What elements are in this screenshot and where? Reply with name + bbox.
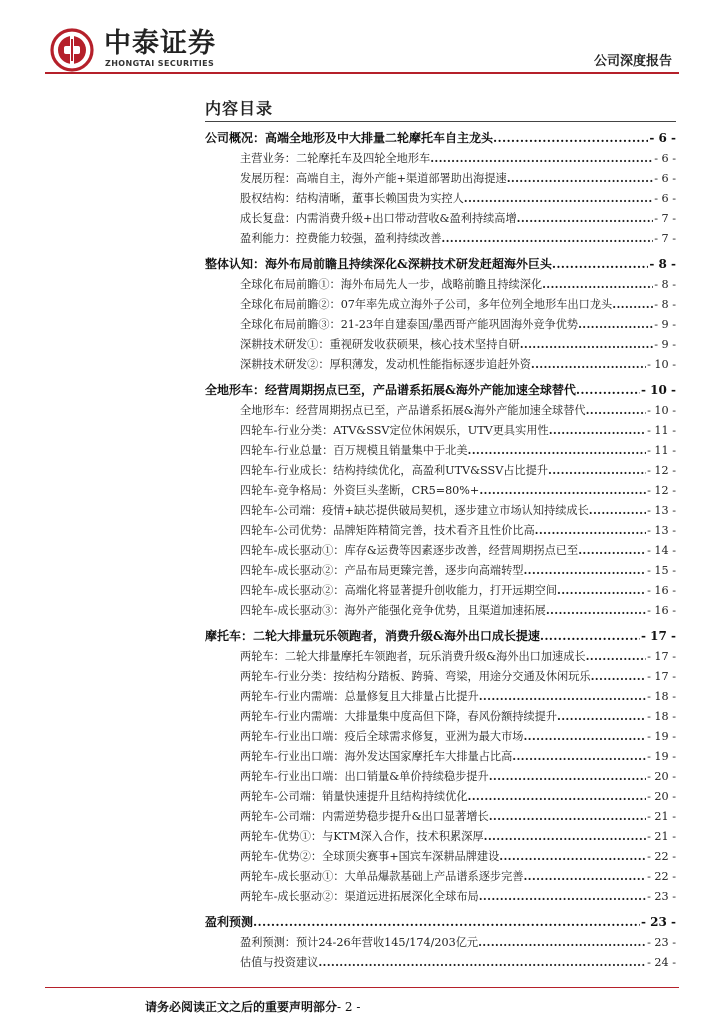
toc-dot-leader (523, 866, 646, 886)
toc-entry-title: 四轮车-行业成长：结构持续优化，高盈利UTV&SSV占比提升 (240, 464, 549, 477)
toc-entry-page: - 14 - (647, 544, 676, 557)
toc-dot-leader (612, 294, 653, 314)
toc-entry-page: - 6 - (654, 192, 676, 205)
toc-entry-page: - 16 - (647, 604, 676, 617)
toc-entry-page: - 8 - (654, 278, 676, 291)
toc-subsection-link[interactable] (240, 706, 676, 726)
toc-section-link[interactable] (205, 912, 676, 932)
zhongtai-logo-icon (50, 28, 94, 72)
toc-title: 内容目录 (205, 99, 274, 118)
toc-entry-title: 全球化布局前瞻③：21-23年自建泰国/墨西哥产能巩固海外竞争优势 (240, 318, 579, 331)
toc-dot-leader (253, 912, 640, 932)
toc-dot-leader (512, 746, 646, 766)
toc-entry-page: - 22 - (647, 850, 676, 863)
toc-subsection-link[interactable] (240, 866, 676, 886)
toc-entry-page: - 19 - (647, 750, 676, 763)
toc-entry-title: 四轮车-成长驱动②：产品布局更臻完善，逐步向高端转型 (240, 564, 524, 577)
toc-entry-title: 两轮车-行业出口端：出口销量&单价持续稳步提升 (240, 770, 489, 783)
toc-entry-title: 发展历程：高端自主，海外产能+渠道部署助出海提速 (240, 172, 507, 185)
toc-subsection-link[interactable] (240, 846, 676, 866)
toc-entry-page: - 10 - (647, 358, 676, 371)
toc-entry-page: - 24 - (647, 956, 676, 969)
toc-subsection-link[interactable] (240, 580, 676, 600)
brand-name-cn: 中泰证券 (104, 28, 216, 59)
toc-subsection-link[interactable] (240, 540, 676, 560)
toc-subsection-link[interactable] (240, 500, 676, 520)
toc-entry-page: - 12 - (647, 464, 676, 477)
toc-entry-page: - 18 - (647, 710, 676, 723)
toc-subsection-link[interactable] (240, 294, 676, 314)
toc-entry-title: 成长复盘：内需消费升级+出口带动营收&盈利持续高增 (240, 212, 517, 225)
toc-dot-leader (531, 354, 646, 374)
toc-entry-page: - 11 - (647, 444, 676, 457)
toc-entry-page: - 8 - (649, 257, 676, 271)
toc-entry-title: 四轮车-公司端：疫情+缺芯提供破局契机，逐步建立市场认知持续成长 (240, 504, 589, 517)
toc-entry-page: - 17 - (647, 650, 676, 663)
brand-logo (50, 28, 300, 72)
toc-entry-title: 摩托车：二轮大排量玩乐领跑者，消费升级&海外出口成长提速 (205, 629, 540, 643)
toc-subsection-link[interactable] (240, 726, 676, 746)
toc-entry-title: 四轮车-公司优势：品牌矩阵精简完善，技术看齐且性价比高 (240, 524, 535, 537)
toc-dot-leader (489, 806, 646, 826)
toc-subsection-link[interactable] (240, 746, 676, 766)
toc-entry-title: 两轮车-行业内需端：总量修复且大排量占比提升 (240, 690, 479, 703)
toc-dot-leader (552, 254, 648, 274)
toc-section-link[interactable] (205, 128, 676, 148)
toc-dot-leader (576, 380, 640, 400)
toc-entry-page: - 7 - (654, 212, 676, 225)
toc-dot-leader (523, 726, 646, 746)
toc-subsection-link[interactable] (240, 148, 676, 168)
toc-subsection-link[interactable] (240, 314, 676, 334)
toc-entry-title: 两轮车-公司端：销量快速提升且结构持续优化 (240, 790, 468, 803)
toc-entry-title: 盈利预测 (205, 915, 254, 929)
toc-subsection-link[interactable] (240, 480, 676, 500)
toc-subsection-link[interactable] (240, 400, 676, 420)
toc-entry-title: 全球化布局前瞻②：07年率先成立海外子公司，多年位列全地形车出口龙头 (240, 298, 613, 311)
toc-entry-title: 盈利能力：控费能力较强，盈利持续改善 (240, 232, 442, 245)
toc-subsection-link[interactable] (240, 520, 676, 540)
toc-entry-title: 两轮车-成长驱动②：渠道远进拓展深化全球布局 (240, 890, 479, 903)
toc-entry-title: 全地形车：经营周期拐点已至，产品谱系拓展&海外产能加速全球替代 (240, 404, 586, 417)
toc-entry-page: - 10 - (647, 404, 676, 417)
footer-divider (45, 987, 679, 988)
toc-title-divider (205, 121, 676, 122)
toc-entry-title: 两轮车-行业分类：按结构分踏板、跨骑、弯梁，用途分交通及休闲玩乐 (240, 670, 591, 683)
toc-subsection-link[interactable] (240, 932, 676, 952)
toc-entry-page: - 19 - (647, 730, 676, 743)
toc-subsection-link[interactable] (240, 168, 676, 188)
toc-subsection-link[interactable] (240, 274, 676, 294)
toc-entry-title: 四轮车-行业总量：百万规模且销量集中于北美 (240, 444, 468, 457)
toc-entry-page: - 12 - (647, 484, 676, 497)
toc-entry-title: 主营业务：二轮摩托车及四轮全地形车 (240, 152, 431, 165)
toc-entry-page: - 20 - (647, 770, 676, 783)
toc-entry-title: 整体认知：海外布局前瞻且持续深化&深耕技术研发赶超海外巨头 (205, 257, 552, 271)
toc-dot-leader (586, 400, 646, 420)
toc-entry-page: - 23 - (647, 890, 676, 903)
page-header (0, 0, 724, 78)
toc-entry-title: 两轮车-优势②：全球顶尖赛事+国宾车深耕品牌建设 (240, 850, 500, 863)
toc-dot-leader (464, 188, 653, 208)
toc-entry-title: 四轮车-竞争格局：外资巨头垄断，CR5=80%+ (240, 484, 480, 497)
toc-subsection-link[interactable] (240, 952, 676, 972)
toc-subsection-link[interactable] (240, 766, 676, 786)
brand-name-en: ZHONGTAI SECURITIES (105, 59, 215, 68)
toc-entry-page: - 11 - (647, 424, 676, 437)
toc-entry-page: - 10 - (640, 383, 676, 397)
toc-subsection-link[interactable] (240, 646, 676, 666)
toc-dot-leader (441, 228, 653, 248)
toc-entry-title: 两轮车-行业内需端：大排量集中度高但下降，春风份额持续提升 (240, 710, 558, 723)
toc-dot-leader (589, 500, 646, 520)
toc-subsection-link[interactable] (240, 334, 676, 354)
toc-entry-page: - 6 - (654, 152, 676, 165)
toc-dot-leader (548, 460, 646, 480)
toc-subsection-link[interactable] (240, 354, 676, 374)
toc-dot-leader (517, 208, 654, 228)
toc-dot-leader (535, 520, 646, 540)
toc-entry-title: 两轮车-行业出口端：海外发达国家摩托车大排量占比高 (240, 750, 513, 763)
toc-subsection-link[interactable] (240, 208, 676, 228)
toc-entry-page: - 8 - (654, 298, 676, 311)
toc-entry-page: - 20 - (647, 790, 676, 803)
toc-entry-title: 四轮车-行业分类：ATV&SSV定位休闲娱乐，UTV更具实用性 (240, 424, 549, 437)
toc-dot-leader (520, 334, 654, 354)
toc-entry-page: - 17 - (640, 629, 676, 643)
toc-entry-page: - 15 - (647, 564, 676, 577)
toc-subsection-link[interactable] (240, 228, 676, 248)
header-divider (45, 72, 679, 74)
toc-dot-leader (479, 886, 646, 906)
toc-entry-title: 两轮车-成长驱动①：大单品爆款基础上产品谱系逐步完善 (240, 870, 524, 883)
toc-dot-leader (499, 846, 646, 866)
toc-dot-leader (318, 952, 646, 972)
footer-notice: 请务必阅读正文之后的重要声明部分 (145, 1000, 338, 1014)
toc-section-link[interactable] (205, 254, 676, 274)
toc-dot-leader (542, 274, 653, 294)
toc-entry-title: 两轮车-优势①：与KTM深入合作，技术积累深厚 (240, 830, 484, 843)
toc-entry-title: 全地形车：经营周期拐点已至，产品谱系拓展&海外产能加速全球替代 (205, 383, 576, 397)
toc-subsection-link[interactable] (240, 460, 676, 480)
toc-dot-leader (546, 600, 646, 620)
toc-subsection-link[interactable] (240, 786, 676, 806)
toc-subsection-link[interactable] (240, 666, 676, 686)
toc-dot-leader (489, 766, 646, 786)
toc-section-link[interactable] (205, 380, 676, 400)
toc-dot-leader (540, 626, 640, 646)
toc-entry-page: - 22 - (647, 870, 676, 883)
toc-dot-leader (479, 686, 646, 706)
footer-page-number: - 2 - (337, 1000, 361, 1014)
report-type-label: 公司深度报告 (593, 54, 672, 69)
toc-dot-leader (591, 666, 646, 686)
toc-entry-title: 公司概况：高端全地形及中大排量二轮摩托车自主龙头 (205, 131, 494, 145)
toc-dot-leader (468, 786, 647, 806)
toc-dot-leader (468, 440, 647, 460)
toc-entry-page: - 16 - (647, 584, 676, 597)
toc-entry-title: 两轮车-行业出口端：疫后全球需求修复，亚洲为最大市场 (240, 730, 524, 743)
toc-dot-leader (523, 560, 646, 580)
toc-entry-title: 四轮车-成长驱动③：海外产能强化竞争优势，且渠道加速拓展 (240, 604, 546, 617)
toc-entry-title: 盈利预测：预计24-26年营收145/174/203亿元 (240, 936, 479, 949)
toc-entry-page: - 9 - (654, 318, 676, 331)
toc-entry-title: 深耕技术研发①：重视研发收获硕果，核心技术坚持自研 (240, 338, 520, 351)
toc-entry-page: - 23 - (647, 936, 676, 949)
toc-entry-title: 估值与投资建议 (240, 956, 319, 969)
toc-entry-title: 两轮车：二轮大排量摩托车领跑者，玩乐消费升级&海外出口加速成长 (240, 650, 586, 663)
toc-entry-page: - 9 - (654, 338, 676, 351)
toc-dot-leader (557, 706, 646, 726)
toc-subsection-link[interactable] (240, 560, 676, 580)
toc-subsection-link[interactable] (240, 440, 676, 460)
toc-dot-leader (484, 826, 646, 846)
toc-entry-page: - 18 - (647, 690, 676, 703)
toc-subsection-link[interactable] (240, 188, 676, 208)
toc-entry-page: - 23 - (640, 915, 676, 929)
toc-dot-leader (578, 540, 646, 560)
toc-dot-leader (479, 480, 646, 500)
toc-subsection-link[interactable] (240, 600, 676, 620)
toc-entry-page: - 6 - (654, 172, 676, 185)
toc-entry-page: - 21 - (647, 830, 676, 843)
toc-entry-page: - 6 - (649, 131, 676, 145)
toc-subsection-link[interactable] (240, 420, 676, 440)
toc-entry-title: 深耕技术研发②：厚积薄发，发动机性能指标逐步追赶外资 (240, 358, 531, 371)
toc-subsection-link[interactable] (240, 826, 676, 846)
toc-dot-leader (557, 580, 646, 600)
toc-entry-page: - 13 - (647, 504, 676, 517)
toc-dot-leader (578, 314, 653, 334)
toc-dot-leader (586, 646, 646, 666)
toc-entry-page: - 13 - (647, 524, 676, 537)
toc-dot-leader (549, 420, 646, 440)
toc-entry-title: 两轮车-公司端：内需逆势稳步提升&出口显著增长 (240, 810, 489, 823)
toc-entry-page: - 17 - (647, 670, 676, 683)
toc-subsection-link[interactable] (240, 686, 676, 706)
toc-dot-leader (478, 932, 646, 952)
toc-entry-title: 全球化布局前瞻①：海外布局先人一步，战略前瞻且持续深化 (240, 278, 543, 291)
toc-entry-title: 四轮车-成长驱动①：库存&运费等因素逐步改善，经营周期拐点已至 (240, 544, 579, 557)
toc-dot-leader (430, 148, 653, 168)
toc-dot-leader (493, 128, 648, 148)
toc-dot-leader (507, 168, 654, 188)
page-footer (145, 998, 360, 1015)
toc-subsection-link[interactable] (240, 886, 676, 906)
toc-entry-title: 股权结构：结构清晰，董事长赖国贵为实控人 (240, 192, 464, 205)
toc-entry-page: - 7 - (654, 232, 676, 245)
toc-subsection-link[interactable] (240, 806, 676, 826)
toc-entry-title: 四轮车-成长驱动②：高端化将显著提升创收能力，打开远期空间 (240, 584, 558, 597)
toc-section-link[interactable] (205, 626, 676, 646)
toc-entry-page: - 21 - (647, 810, 676, 823)
